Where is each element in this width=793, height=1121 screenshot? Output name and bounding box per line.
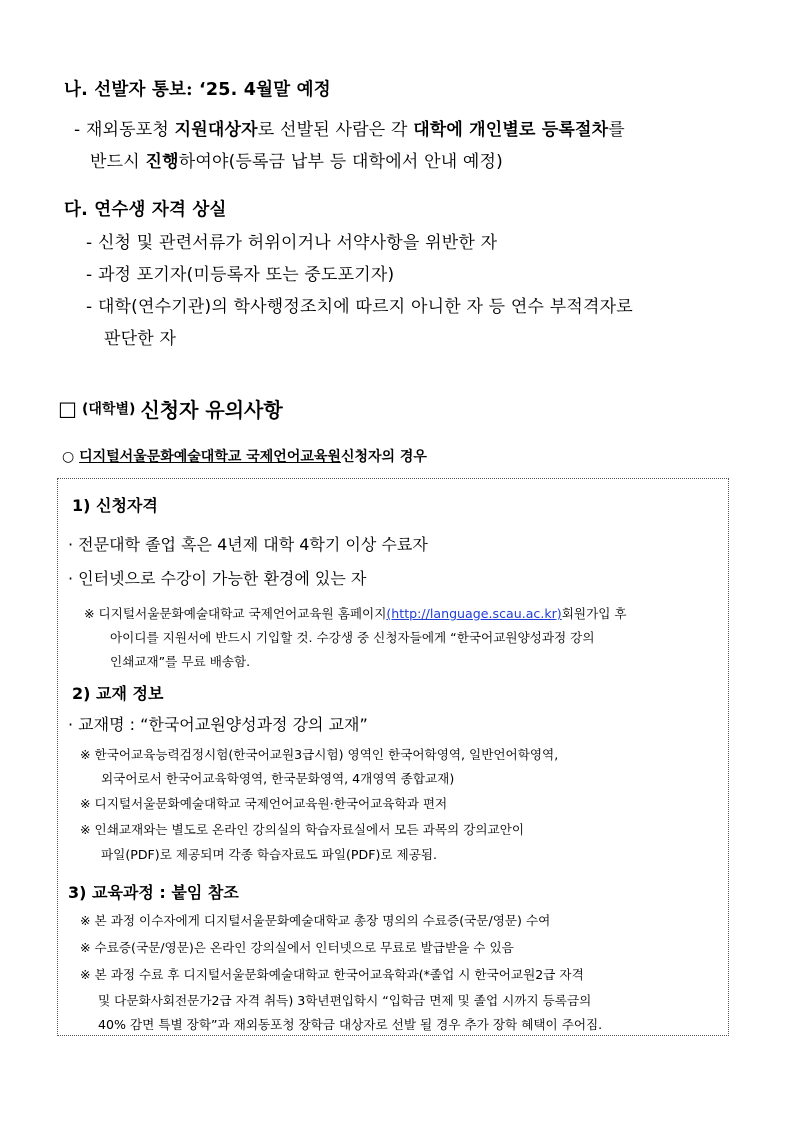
na-title-date: ‘25. 4월말 예정 [192,80,331,100]
box-s2-item1: · 교재명 : “한국어교원양성과정 강의 교재” [68,715,368,734]
box-s2-note1-line2: 외국어로서 한국어교육학영역, 한국문화영역, 4개영역 종합교재) [101,771,455,786]
box-s1-item2: · 인터넷으로 수강이 가능한 환경에 있는 자 [68,569,367,588]
box-s1-note-post: 회원가입 후 [561,606,627,621]
box-s2-note3-line1: ※ 인쇄교재와는 별도로 온라인 강의실의 학습자료실에서 모든 과목의 강의교안이 [80,822,525,837]
na-line1-text3: 를 [608,120,625,140]
na-title-colon: : [186,80,193,100]
da-item-1: - 신청 및 관련서류가 허위이거나 서약사항을 위반한 자 [86,233,498,253]
box-s3-note3-line2: 및 다문화사회전문가2급 자격 취득) 3학년편입학시 “입학금 면제 및 졸업 시까지 등록금의 [98,993,592,1008]
box-s3-note3-line1: ※ 본 과정 수료 후 디지털서울문화예술대학교 한국어교육학과(*졸업 시 한국어교원2급 자격 [80,967,584,982]
na-line2-bold1: 진행 [145,152,179,172]
box-s3-note2: ※ 수료증(국문/영문)은 온라인 강의실에서 인터넷으로 무료로 발급받을 수 있음 [80,940,514,955]
section-title: 신청자 유의사항 [140,398,283,422]
na-line-1 [74,115,625,140]
na-line-2 [90,147,503,172]
na-title-label: 나. 선발자 통보 [64,80,187,100]
circle-suffix: 신청자의 경우 [340,449,427,465]
box-s1-note-line2: 아이디를 지원서에 반드시 기입할 것. 수강생 중 신청자들에게 “한국어교원양성과정 강의 [110,630,595,645]
na-line1-text1: - 재외동포청 [74,120,175,140]
box-s1-note-pre: ※ 디지털서울문화예술대학교 국제언어교육원 홈페이지 [84,606,387,621]
da-item-3-line1: - 대학(연수기관)의 학사행정조치에 따르지 아니한 자 등 연수 부적격자로 [86,297,633,317]
box-s1-title: 1) 신청자격 [72,496,158,515]
box-s2-note1-line1: ※ 한국어교육능력검정시험(한국어교원3급시험) 영역인 한국어학영역, 일반언어학영역, [80,747,559,762]
na-line1-bold2: 대학에 개인별로 등록절차 [413,120,609,140]
na-line2-text1: 반드시 [90,152,146,172]
section-notes-heading [58,394,283,423]
na-line2-text2: 하여야(등록금 납부 등 대학에서 안내 예정) [178,152,503,172]
box-s2-note3-line2: 파일(PDF)로 제공되며 각종 학습자료도 파일(PDF)로 제공됨. [101,847,438,862]
box-s3-note1: ※ 본 과정 이수자에게 디지털서울문화예술대학교 총장 명의의 수료증(국문/영문) 수여 [80,913,551,928]
box-s3-title: 3) 교육과정 : 붙임 참조 [68,883,239,902]
section-da-title: 다. 연수생 자격 상실 [64,200,227,220]
circle-heading [62,446,427,466]
na-line1-text2: 로 선발된 사람은 각 [257,120,414,140]
box-s1-item1: · 전문대학 졸업 혹은 4년제 대학 4학기 이상 수료자 [68,535,428,554]
da-item-2: - 과정 포기자(미등록자 또는 중도포기자) [86,265,395,285]
da-item-3-line2: 판단한 자 [104,329,177,349]
circle-icon: ○ [62,449,75,465]
box-s3-note3-line3: 40% 감면 특별 장학”과 재외동포청 장학금 대상자로 선발 될 경우 추가 장학 혜택이 주어짐. [98,1017,603,1032]
checkbox-icon: □ [58,396,77,421]
university-name: 디지털서울문화예술대학교 국제언어교육원 [79,449,341,465]
homepage-link[interactable]: (http://language.scau.ac.kr) [386,606,562,621]
box-s2-title: 2) 교재 정보 [72,684,164,703]
box-s1-note-line3: 인쇄교재”를 무료 배송함. [110,654,251,669]
section-small-label: (대학별) [82,401,136,418]
box-s1-note-line1 [84,603,627,622]
box-s2-note2: ※ 디지털서울문화예술대학교 국제언어교육원·한국어교육학과 편저 [80,796,448,811]
section-na-title [64,76,331,101]
na-line1-bold1: 지원대상자 [174,120,258,140]
